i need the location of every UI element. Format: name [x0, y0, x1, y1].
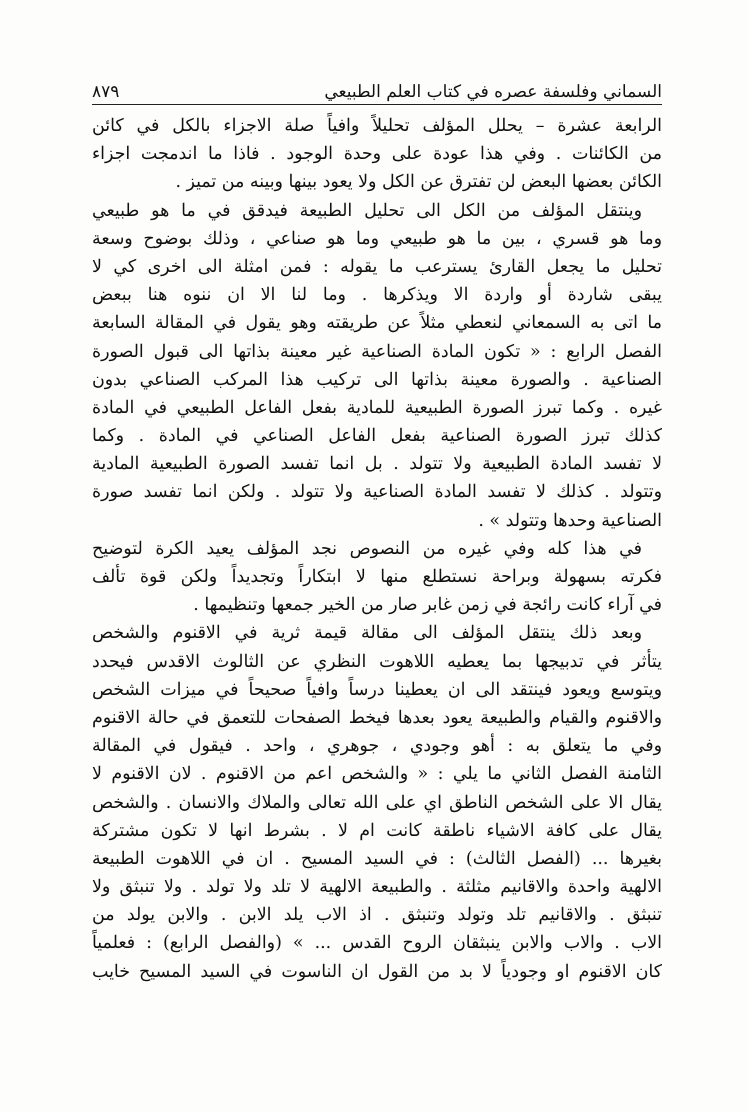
page-number: ٨٧٩	[92, 82, 120, 102]
text-line: الاب . والاب والابن ينبثقان الروح القدس ... » (والفصل الرابع) : فعلمياً	[92, 933, 662, 954]
text-line: يبقى شاردة أو واردة الا ويذكرها . وما لنا الا ان ننوه هنا ببعض	[92, 285, 662, 306]
text-line: بغيرها ... (الفصل الثالث) : في السيد المسيح . ان في اللاهوت الطبيعة	[92, 848, 662, 869]
text-line: الالهية واحدة والاقانيم مثلثة . والطبيعة الالهية لا تلد ولا تولد . ولا تنبثق ولا	[92, 877, 662, 898]
text-line: يقال الا على الشخص الناطق اي على الله تعالى والملاك والانسان . والشخص	[92, 792, 662, 813]
text-line: الثامنة الفصل الثاني ما يلي : « والشخص اعم من الاقنوم . لان الاقنوم لا	[92, 764, 662, 785]
text-line: في آراء كانت رائجة في زمن غابر صار من الخير جمعها وتنظيمها .	[193, 595, 662, 616]
running-head: السماني وفلسفة عصره في كتاب العلم الطبيعي	[324, 82, 662, 102]
text-line: كان الاقنوم او وجودياً لا بد من القول ان الناسوت في السيد المسيح خايب	[92, 961, 662, 982]
text-line: تنبثق . والاقانيم تلد وتولد وتنبثق . اذ الاب يلد الابن . والابن يولد من	[92, 905, 662, 926]
text-line: من الكائنات . وفي هذا عودة على وحدة الوجود . فاذا ما اندمجت اجزاء	[92, 144, 662, 165]
page-header	[92, 66, 662, 102]
text-line: وما هو قسري ، بين ما هو طبيعي وما هو صناعي ، وذلك بوضوح وسعة	[92, 228, 662, 249]
text-line: الرابعة عشرة – يحلل المؤلف تحليلاً وافياً صلة الاجزاء بالكل في كائن	[92, 116, 662, 136]
body-text	[92, 112, 662, 986]
text-line: وتتولد . كذلك لا تفسد المادة الصناعية ولا تتولد . ولكن انما تفسد صورة	[92, 482, 662, 503]
text-line: وبعد ذلك ينتقل المؤلف الى مقالة قيمة ثرية في الاقنوم والشخص	[92, 623, 642, 644]
text-line: في هذا كله وفي غيره من النصوص نجد المؤلف يعيد الكرة لتوضيح	[92, 538, 642, 559]
text-line: ويتوسع ويعود فينتقد الى ان يعطينا درساً وافياً صحيحاً في ميزات الشخص	[92, 679, 662, 700]
text-line: الكائن بعضها البعض لن تفترق عن الكل ولا يعود بينها وبينه من تميز .	[175, 172, 662, 193]
text-line: فكرته بسهولة وبراحة نستطلع منها لا ابتكاراً وتجديداً ولكن قوة تألف	[92, 567, 662, 587]
header-rule	[92, 104, 662, 105]
text-line: لا تفسد المادة الطبيعية ولا تتولد . بل انما تفسد الصورة الطبيعية المادية	[92, 454, 662, 475]
text-line: يقال على كافة الاشياء ناطقة كانت ام لا . بشرط انها لا تكون مشتركة	[92, 820, 662, 841]
text-line: تحليل ما يجعل القارئ يسترعب ما يقوله : فمن امثلة الى اخرى كي لا	[92, 256, 662, 277]
text-line: الفصل الرابع : « تكون المادة الصناعية غير معينة بذاتها الى قبول الصورة	[92, 341, 662, 362]
text-line: كذلك تبرز الصورة الصناعية بفعل الفاعل الصناعي في المادة . وكما	[92, 426, 662, 447]
text-line: ما اتى به السمعاني لنعطي مثلاً عن طريقته وهو يقول في المقالة السابعة	[92, 313, 662, 334]
text-line: وفي ما يتعلق به : أهو وجودي ، جوهري ، واحد . فيقول في المقالة	[92, 736, 662, 757]
text-line: يتأثر في تدبيجها بما يعطيه اللاهوت النظري عن الثالوث الاقدس فيحدد	[92, 651, 662, 672]
text-line: الصناعية وحدها وتتولد » .	[478, 510, 662, 531]
text-line: والاقنوم والقيام والطبيعة يعود بعدها فيخط الصفحات للتعمق في حالة الاقنوم	[92, 707, 662, 728]
text-line: الصناعية . والصورة معينة بذاتها الى تركيب هذا المركب الصناعي بدون	[92, 369, 662, 390]
text-line: وينتقل المؤلف من الكل الى تحليل الطبيعة فيدقق في ما هو طبيعي	[92, 200, 642, 221]
text-line: غيره . وكما تبرز الصورة الطبيعية للمادية بفعل الفاعل الطبيعي في المادة	[92, 397, 662, 418]
